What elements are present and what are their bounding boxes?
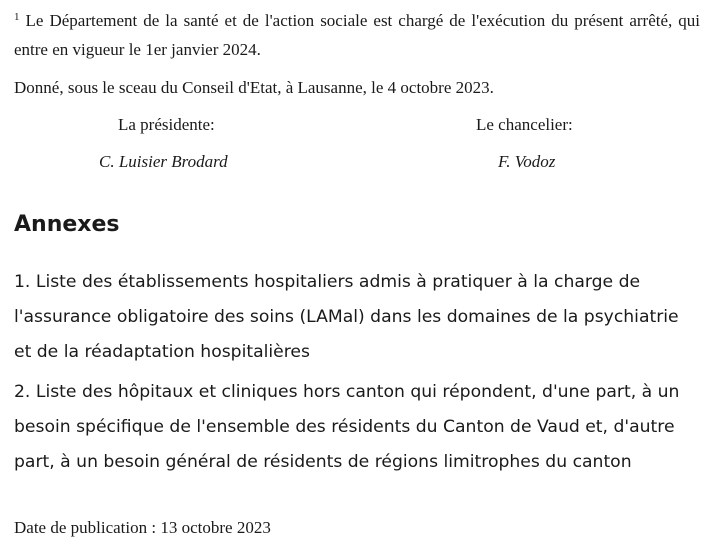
annex-link-2[interactable]: 2. Liste des hôpitaux et cliniques hors canton qui répondent, d'une part, à un besoin spécifique de l'ensemble des résidents du Canton de Vaud et, d'autre part, à un besoin général de résidents de régions limitrophes du canton — [14, 382, 680, 472]
annexes-heading: Annexes — [14, 212, 120, 237]
publication-date: Date de publication : 13 octobre 2023 — [14, 518, 271, 537]
article-paragraph — [14, 6, 700, 64]
president-name: C. Luisier Brodard — [99, 152, 228, 171]
chancellor-name: F. Vodoz — [498, 152, 556, 171]
president-title: La présidente: — [118, 115, 215, 134]
article-text: Le Département de la santé et de l'action sociale est chargé de l'exécution du présent arrêté, qui entre en vigueur le 1er janvier 2024. — [14, 11, 700, 59]
chancellor-title: Le chancelier: — [476, 115, 573, 134]
article-number: 1 — [14, 11, 20, 23]
given-statement: Donné, sous le sceau du Conseil d'Etat, à Lausanne, le 4 octobre 2023. — [14, 78, 494, 97]
annex-link-1[interactable]: 1. Liste des établissements hospitaliers admis à pratiquer à la charge de l'assurance obligatoire des soins (LAMal) dans les domaines de la psychiatrie et de la réadaptation hospitalières — [14, 272, 679, 362]
